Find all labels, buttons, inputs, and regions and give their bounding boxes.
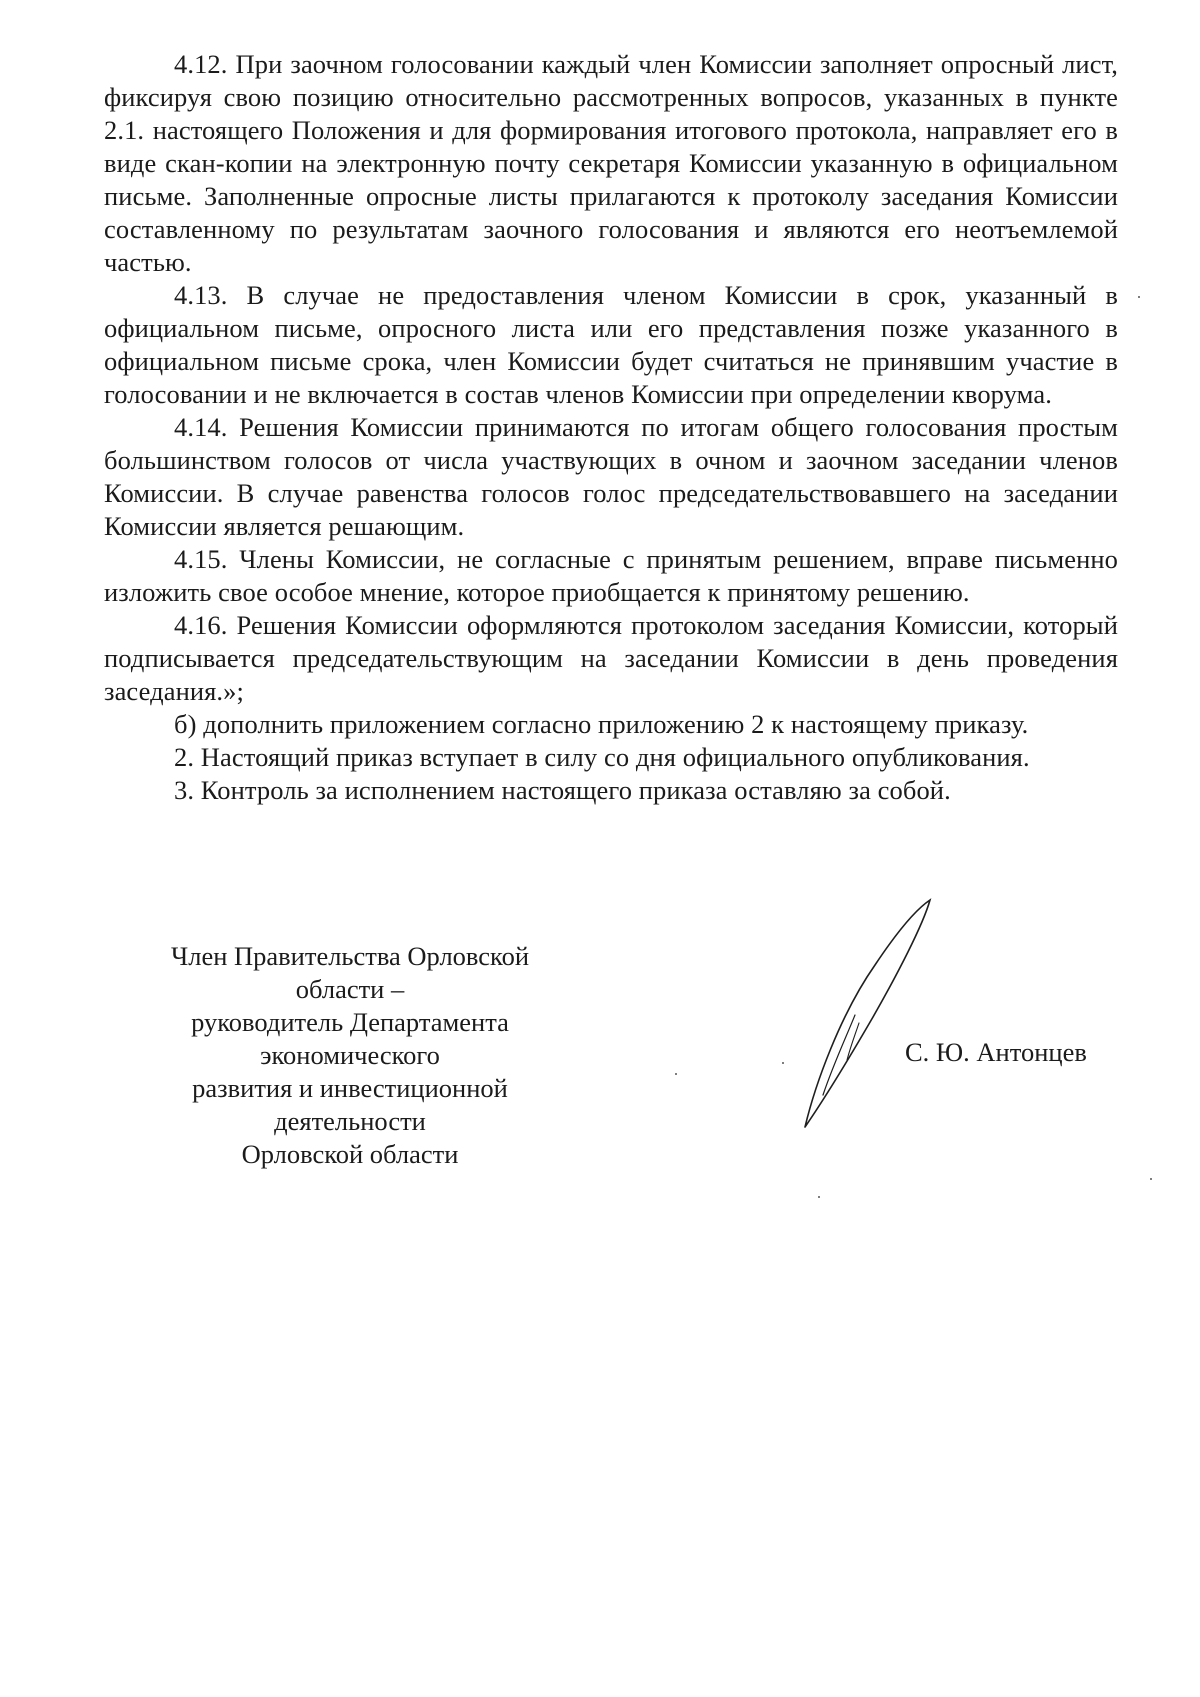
scan-speck: [818, 1196, 820, 1198]
scan-speck: [1150, 1178, 1152, 1180]
scan-speck: [675, 1073, 677, 1075]
scan-speck: [1138, 296, 1140, 298]
signatory-position-line-4: Орловской области: [241, 1139, 459, 1169]
signatory-position-line-2: руководитель Департамента экономического: [191, 1007, 509, 1070]
list-item-3: 3. Контроль за исполнением настоящего приказа оставляю за собой.: [174, 775, 951, 805]
paragraph-4-13: 4.13. В случае не предоставления членом Комиссии в срок, указанный в официальном письме, опросного листа или его представления позже указанного в официальном письме срока, член Комиссии будет считаться не принявшим участие в голосовании и не включается в состав членов Комиссии при определении кворума.: [104, 280, 1118, 409]
signatory-position-line-3: развития и инвестиционной деятельности: [192, 1073, 508, 1136]
handwritten-signature: [785, 895, 945, 1135]
signatory-position-line-1: Член Правительства Орловской области –: [171, 941, 529, 1004]
document-body: [104, 48, 1118, 807]
scan-speck: [782, 1062, 784, 1064]
paragraph-4-14: 4.14. Решения Комиссии принимаются по итогам общего голосования простым большинством голосов от числа участвующих в очном и заочном заседании членов Комиссии. В случае равенства голосов голос председательствовавшего на заседании Комиссии является решающим.: [104, 412, 1118, 541]
list-item-2: 2. Настоящий приказ вступает в силу со дня официального опубликования.: [174, 742, 1030, 772]
paragraph-4-15: 4.15. Члены Комиссии, не согласные с принятым решением, вправе письменно изложить свое особое мнение, которое приобщается к принятому решению.: [104, 544, 1118, 607]
list-item-b: б) дополнить приложением согласно приложению 2 к настоящему приказу.: [174, 709, 1029, 739]
signatory-position: [130, 940, 570, 1171]
paragraph-4-12: 4.12. При заочном голосовании каждый член Комиссии заполняет опросный лист, фиксируя свою позицию относительно рассмотренных вопросов, указанных в пункте 2.1. настоящего Положения и для формирования итогового протокола, направляет его в виде скан-копии на электронную почту секретаря Комиссии указанную в официальном письме. Заполненные опросные листы прилагаются к протоколу заседания Комиссии составленному по результатам заочного голосования и являются его неотъемлемой частью.: [104, 49, 1118, 277]
signer-name: С. Ю. Антонцев: [905, 1037, 1087, 1067]
paragraph-4-16: 4.16. Решения Комиссии оформляются протоколом заседания Комиссии, который подписывается председательствующим на заседании Комиссии в день проведения заседания.»;: [104, 610, 1118, 706]
